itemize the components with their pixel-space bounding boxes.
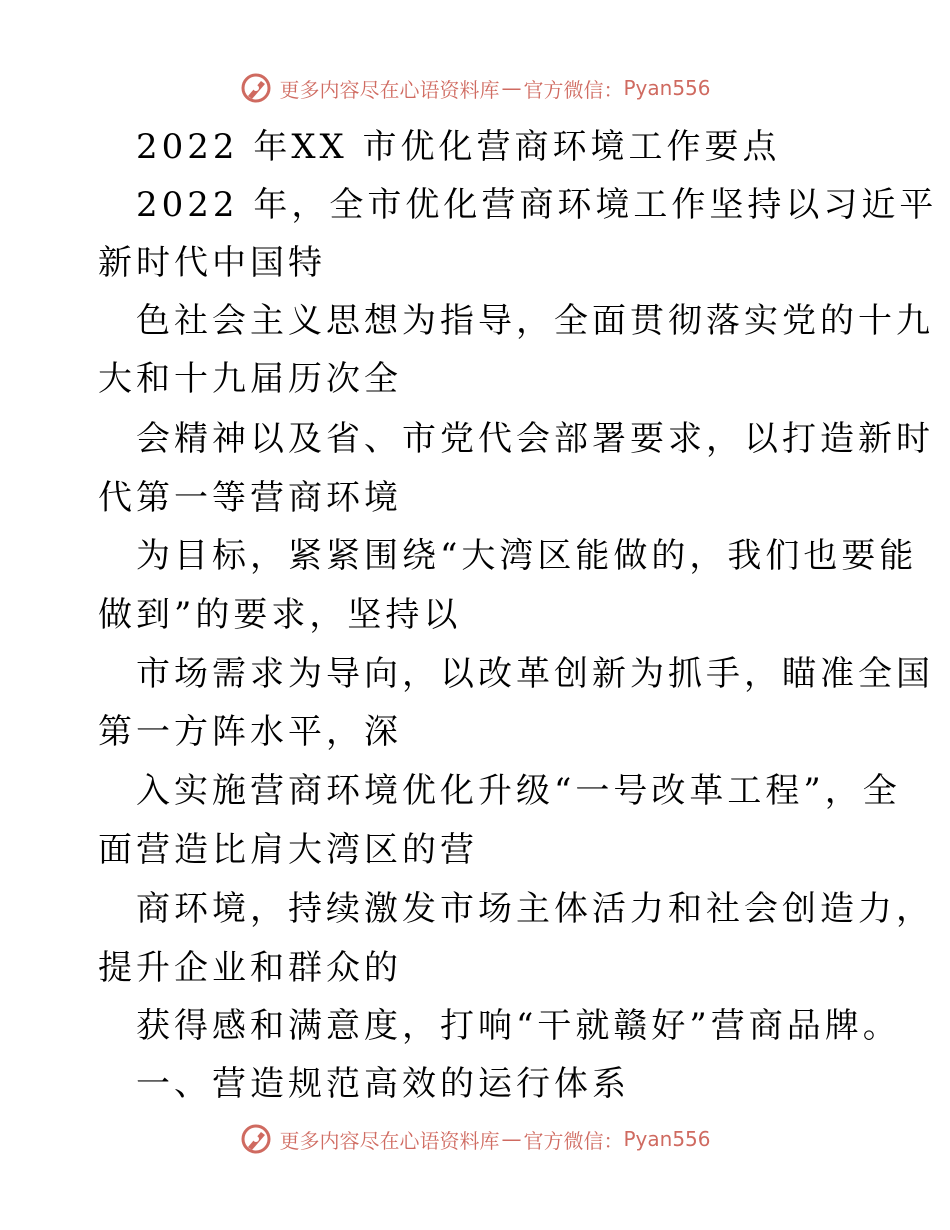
watermark-official-prefix: 官方微信： — [523, 77, 624, 102]
paragraph-line: 大和十九届历次全 — [98, 359, 402, 399]
paragraph-line: 第一方阵水平，深 — [98, 712, 402, 752]
pen-circle-logo-icon — [239, 71, 273, 105]
paragraph-line: 提升企业和群众的 — [98, 948, 402, 988]
paragraph-line: 商环境，持续激发市场主体活力和社会创造力， — [136, 889, 934, 929]
paragraph-line: 市场需求为导向，以改革创新为抓手，瞄准全国 — [136, 654, 934, 694]
paragraph-line: 新时代中国特 — [98, 243, 326, 283]
watermark-dash: — — [501, 76, 522, 100]
section-heading: 一、营造规范高效的运行体系 — [136, 1064, 630, 1104]
paragraph-line: 2022 年，全市优化营商环境工作坚持以习近平 — [136, 185, 938, 225]
paragraph-line: 会精神以及省、市党代会部署要求，以打造新时 — [136, 419, 934, 459]
paragraph-line: 代第一等营商环境 — [98, 478, 402, 518]
watermark-banner-bottom — [0, 1122, 950, 1156]
watermark-banner-top — [0, 71, 950, 105]
watermark-account: Pyan556 — [623, 76, 711, 100]
watermark-text: 更多内容尽在心语资料库 — [279, 1128, 500, 1153]
watermark-text: 更多内容尽在心语资料库 — [279, 77, 500, 102]
watermark-official-prefix: 官方微信： — [523, 1128, 624, 1153]
paragraph-line: 为目标，紧紧围绕“大湾区能做的，我们也要能 — [136, 536, 918, 576]
paragraph-line: 面营造比肩大湾区的营 — [98, 830, 478, 870]
watermark-account: Pyan556 — [623, 1127, 711, 1151]
paragraph-line: 获得感和满意度，打响“干就赣好”营商品牌。 — [136, 1006, 901, 1046]
pen-circle-logo-icon — [239, 1122, 273, 1156]
paragraph-line: 入实施营商环境优化升级“一号改革工程”，全 — [136, 771, 901, 811]
paragraph-line: 做到”的要求，坚持以 — [98, 595, 462, 635]
paragraph-line: 色社会主义思想为指导，全面贯彻落实党的十九 — [136, 301, 934, 341]
document-title: 2022 年XX 市优化营商环境工作要点 — [136, 127, 781, 167]
watermark-dash: — — [501, 1127, 522, 1151]
